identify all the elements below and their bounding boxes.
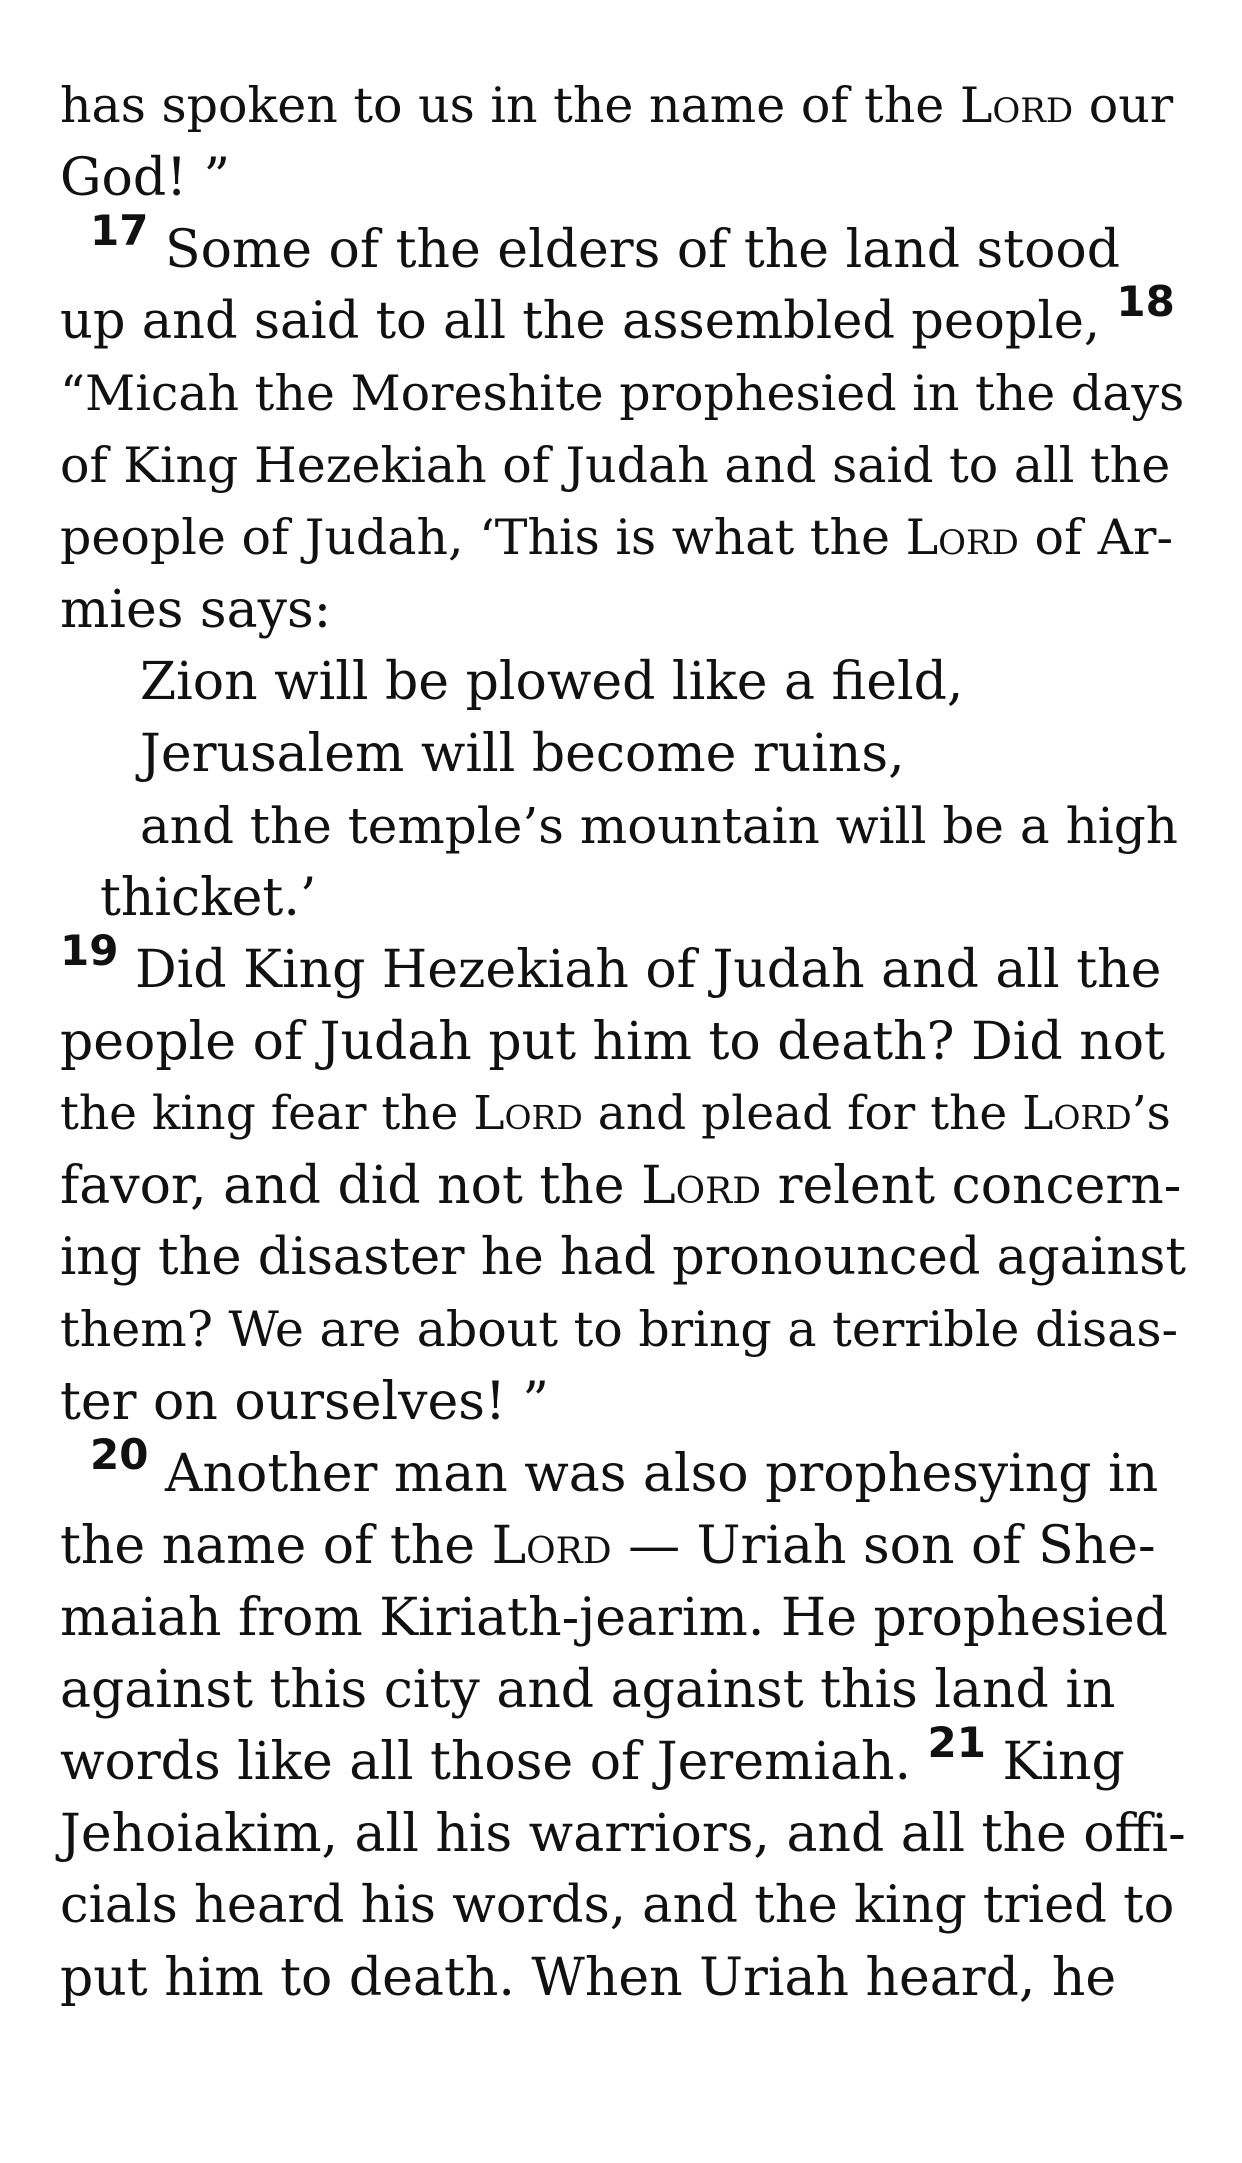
verse-text: the king fear the (60, 1086, 474, 1141)
verse-text: put him to death. When Uriah heard, he (60, 1948, 1117, 2008)
verse-text: Zion will be plowed like a field, (140, 652, 964, 712)
verse-text: God! ” (60, 148, 231, 208)
text-line (60, 1430, 1190, 1510)
verse-number: 19 (60, 926, 119, 975)
verse-text: “Micah the Moreshite prophesied in the days (60, 365, 1185, 422)
verse-text: thicket.’ (100, 868, 317, 928)
scripture-text-page (60, 70, 1190, 2014)
verse-text: mies says: (60, 580, 332, 640)
verse-text: and the temple’s mountain will be a high (140, 797, 1178, 855)
text-line (60, 790, 1190, 862)
verse-text: against this city and against this land in (60, 1660, 1116, 1720)
verse-text: Another man was also prophesying in (148, 1444, 1159, 1504)
verse-number: 21 (927, 1718, 986, 1767)
text-line (60, 1366, 1190, 1438)
verse-text: ’s (1131, 1086, 1171, 1141)
text-line (60, 358, 1190, 430)
text-line (60, 574, 1190, 646)
text-line (60, 1798, 1190, 1870)
divine-name: Lord (905, 509, 1019, 566)
verse-text: up and said to all the assembled people, (60, 292, 1117, 351)
verse-text: cials heard his words, and the king tried to (60, 1876, 1175, 1935)
verse-text: Jehoiakim, all his warriors, and all the offi- (60, 1804, 1186, 1864)
divine-name: Lord (641, 1156, 762, 1216)
text-line (60, 206, 1190, 286)
verse-text: relent concern- (761, 1156, 1182, 1216)
verse-text: the name of the (60, 1516, 492, 1576)
verse-text: favor, and did not the (60, 1156, 642, 1216)
text-line (60, 1942, 1190, 2014)
verse-text: Did King Hezekiah of Judah and all the (118, 940, 1162, 1000)
text-line (60, 1078, 1190, 1150)
text-line (60, 1294, 1190, 1366)
text-line (60, 142, 1190, 214)
text-line (60, 502, 1190, 574)
verse-text: them? We are about to bring a terrible disas- (60, 1301, 1179, 1358)
text-line (60, 1222, 1190, 1294)
verse-text: — Uriah son of She- (611, 1516, 1156, 1576)
verse-number: 20 (90, 1430, 149, 1479)
verse-number: 17 (90, 206, 149, 255)
verse-text: of King Hezekiah of Judah and said to all the (60, 437, 1171, 494)
text-line (60, 430, 1190, 502)
verse-text: Some of the elders of the land stood (148, 220, 1121, 280)
text-line (60, 718, 1190, 790)
verse-text: people of Judah, ‘This is what the (60, 509, 906, 566)
verse-text: of Ar- (1018, 509, 1174, 566)
verse-text: our (1073, 77, 1174, 134)
text-line (60, 862, 1190, 934)
verse-number: 18 (1116, 277, 1175, 326)
text-line (60, 646, 1190, 718)
divine-name: Lord (473, 1086, 583, 1141)
text-line (60, 70, 1190, 142)
verse-text: ing the disaster he had pronounced against (60, 1228, 1186, 1287)
text-line (60, 1006, 1190, 1078)
text-line (60, 1150, 1190, 1222)
text-line (60, 1654, 1190, 1726)
text-line (60, 1870, 1190, 1942)
text-line (60, 1510, 1190, 1582)
verse-text: and plead for the (582, 1086, 1023, 1141)
verse-text: has spoken to us in the name of the (60, 77, 960, 134)
verse-text: Jerusalem will become ruins, (140, 724, 905, 784)
verse-text: maiah from Kiriath-jearim. He prophesied (60, 1588, 1168, 1648)
text-line (60, 1718, 1190, 1798)
divine-name: Lord (959, 77, 1074, 134)
text-line (60, 1582, 1190, 1654)
text-line (60, 926, 1190, 1006)
divine-name: Lord (491, 1516, 612, 1576)
verse-text: people of Judah put him to death? Did not (60, 1012, 1165, 1072)
verse-text: words like all those of Jeremiah. (60, 1732, 928, 1792)
verse-text: ter on ourselves! ” (60, 1372, 549, 1432)
text-line (60, 277, 1190, 358)
divine-name: Lord (1022, 1086, 1132, 1141)
verse-text: King (986, 1732, 1125, 1792)
